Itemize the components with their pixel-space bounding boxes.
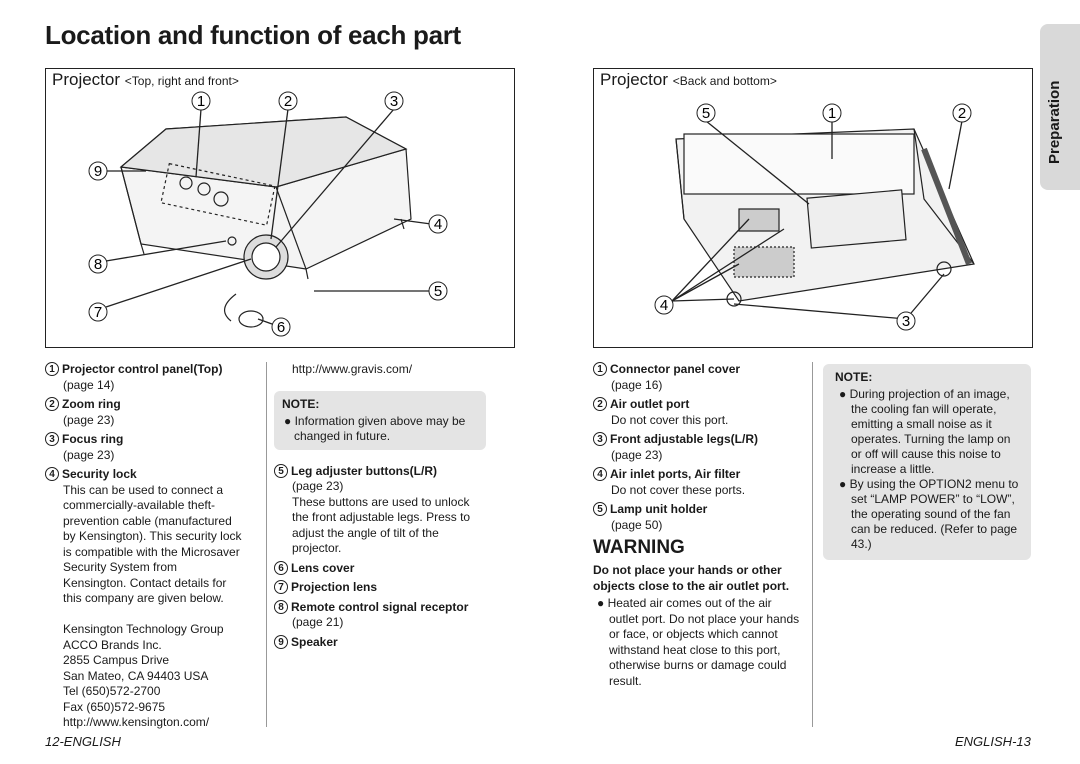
callout-5	[697, 104, 715, 122]
part-item	[274, 580, 489, 596]
part-description: ACCO Brands Inc.	[63, 637, 162, 652]
warning-bullet: ● Heated air comes out of the air outlet port. Do not place your hands or face, or objects which cannot withstand heat close to this port, otherwise burns or damage could result.	[597, 596, 800, 688]
panel-heading: Projector <Back and bottom>	[600, 70, 777, 89]
svg-text:8: 8	[93, 256, 103, 273]
note-box: NOTE: ● Information given above may be changed in future.	[274, 391, 486, 450]
part-item	[45, 467, 270, 731]
callout-9	[89, 162, 107, 180]
part-item	[274, 561, 489, 577]
part-item	[45, 397, 270, 428]
svg-text:6: 6	[276, 319, 286, 336]
callout-3	[385, 92, 403, 110]
part-description: is compatible with the Microsaver	[63, 544, 240, 559]
part-item	[593, 467, 803, 498]
callout-2	[279, 92, 297, 110]
number-icon: 7	[274, 580, 288, 594]
column-divider	[266, 362, 267, 727]
note-bullet: ● During projection of an image, the cooling fan will operate, emitting a small noise as it operates. Turning the lamp on or off will cause this noise to increase a little.	[839, 387, 1011, 476]
svg-text:2: 2	[283, 93, 293, 110]
front-view-panel	[45, 68, 515, 348]
svg-text:1: 1	[196, 93, 206, 110]
svg-text:2: 2	[957, 105, 967, 122]
part-description: (page 23)	[292, 479, 344, 493]
number-icon: 1	[593, 362, 607, 376]
part-description: (page 16)	[611, 377, 663, 392]
back-view-panel	[593, 68, 1033, 348]
part-description: (page 14)	[63, 377, 115, 392]
svg-text:4: 4	[433, 216, 443, 233]
part-item	[593, 397, 803, 428]
callout-8	[89, 255, 107, 273]
part-description: prevention cable (manufactured	[63, 513, 232, 528]
part-description: commercially-available theft-	[63, 498, 216, 512]
callout-7	[89, 303, 107, 321]
warning-bold-text: Do not place your hands or other objects close to the air outlet port.	[593, 563, 790, 593]
footer-page-right: ENGLISH-13	[955, 734, 1031, 749]
part-description: (page 23)	[63, 412, 115, 427]
part-heading: 5 Leg adjuster buttons(L/R)	[274, 464, 489, 480]
footer-page-left: 12-ENGLISH	[45, 734, 121, 749]
projector-front-illustration	[46, 69, 514, 347]
part-description: (page 21)	[292, 615, 344, 629]
parts-list-col1	[45, 362, 270, 735]
part-description: 2855 Campus Drive	[63, 653, 170, 667]
part-description	[45, 607, 270, 623]
part-description: this company are given below.	[63, 591, 224, 605]
number-icon: 2	[45, 397, 59, 411]
part-description: Tel (650)572-2700	[63, 684, 161, 698]
svg-text:4: 4	[659, 297, 669, 314]
number-icon: 9	[274, 635, 288, 649]
svg-text:5: 5	[433, 283, 443, 300]
parts-list-col3	[593, 362, 803, 689]
part-description: (page 50)	[611, 517, 663, 532]
column-divider	[812, 362, 813, 727]
part-heading: 9 Speaker	[274, 635, 489, 651]
part-description: Do not cover this port.	[611, 412, 729, 427]
part-description: adjust the angle of tilt of the	[292, 525, 439, 540]
section-tab	[1040, 24, 1080, 190]
part-heading: 4 Security lock	[45, 467, 270, 483]
part-description: (page 23)	[611, 447, 663, 462]
number-icon: 4	[593, 467, 607, 481]
svg-text:3: 3	[901, 313, 911, 330]
part-item	[274, 464, 489, 557]
part-item	[45, 432, 270, 463]
callout-1	[823, 104, 841, 122]
callout-4	[429, 215, 447, 233]
callout-3	[897, 312, 915, 330]
part-description: Fax (650)572-9675	[63, 699, 166, 714]
part-item	[593, 502, 803, 533]
svg-text:3: 3	[389, 93, 399, 110]
part-description: These buttons are used to unlock	[292, 494, 470, 509]
part-description: (page 23)	[63, 447, 115, 462]
part-description: Security System from	[63, 560, 178, 574]
number-icon: 3	[45, 432, 59, 446]
part-description: San Mateo, CA 94403 USA	[63, 668, 209, 683]
svg-text:9: 9	[93, 163, 103, 180]
part-item	[45, 362, 270, 393]
part-item	[593, 432, 803, 463]
number-icon: 2	[593, 397, 607, 411]
page-title: Location and function of each part	[45, 20, 461, 50]
gravis-url: http://www.gravis.com/	[292, 362, 413, 376]
part-heading: 2 Zoom ring	[45, 397, 270, 413]
warning-heading: WARNING	[593, 537, 685, 558]
section-tab-label: Preparation	[1046, 80, 1063, 164]
part-description: the front adjustable legs. Press to	[292, 510, 471, 524]
svg-text:5: 5	[701, 105, 711, 122]
number-icon: 1	[45, 362, 59, 376]
part-heading: 6 Lens cover	[274, 561, 489, 577]
part-heading: 8 Remote control signal receptor	[274, 600, 489, 616]
part-heading: 3 Front adjustable legs(L/R)	[593, 432, 803, 448]
svg-text:1: 1	[827, 105, 837, 122]
callout-2	[953, 104, 971, 122]
part-item	[274, 600, 489, 631]
callout-1	[192, 92, 210, 110]
part-description: by Kensington). This security lock	[63, 529, 242, 543]
part-description: Do not cover these ports.	[611, 482, 746, 497]
parts-list-col2	[274, 362, 489, 654]
note-bullet: ● Information given above may be changed in future.	[284, 413, 466, 443]
part-heading: 4 Air inlet ports, Air filter	[593, 467, 803, 483]
part-item	[593, 362, 803, 393]
number-icon: 3	[593, 432, 607, 446]
number-icon: 5	[593, 502, 607, 516]
callout-4	[655, 296, 673, 314]
part-description: http://www.kensington.com/	[63, 715, 210, 729]
note-bullet: ● By using the OPTION2 menu to set “LAMP POWER” to “LOW”, the operating sound of the fan can be reduced. (Refer to page 43.)	[839, 477, 1019, 551]
part-heading: 2 Air outlet port	[593, 397, 803, 413]
number-icon: 5	[274, 464, 288, 478]
part-heading: 5 Lamp unit holder	[593, 502, 803, 518]
part-heading: 3 Focus ring	[45, 432, 270, 448]
number-icon: 4	[45, 467, 59, 481]
part-description: projector.	[292, 541, 342, 555]
callout-6	[272, 318, 290, 336]
projector-back-illustration	[594, 69, 1032, 347]
note-box-fan: NOTE: ● During projection of an image, the cooling fan will operate, emitting a small noise as it operates. Turning the lamp on or off will cause this noise to increase a little. ● By using the OPTION2 menu to set “LAMP POWER” to “LOW”, the operating sound of the fan can be reduced. (Refer to page 43.)	[823, 364, 1031, 560]
part-item	[274, 635, 489, 651]
part-description: Kensington Technology Group	[63, 622, 224, 636]
panel-heading: Projector <Top, right and front>	[52, 70, 239, 89]
number-icon: 6	[274, 561, 288, 575]
part-heading: 1 Projector control panel(Top)	[45, 362, 270, 378]
number-icon: 8	[274, 600, 288, 614]
callout-5	[429, 282, 447, 300]
part-description: Kensington. Contact details for	[63, 575, 227, 590]
svg-text:7: 7	[93, 304, 103, 321]
part-heading: 7 Projection lens	[274, 580, 489, 596]
part-heading: 1 Connector panel cover	[593, 362, 803, 378]
part-description: This can be used to connect a	[63, 482, 224, 497]
